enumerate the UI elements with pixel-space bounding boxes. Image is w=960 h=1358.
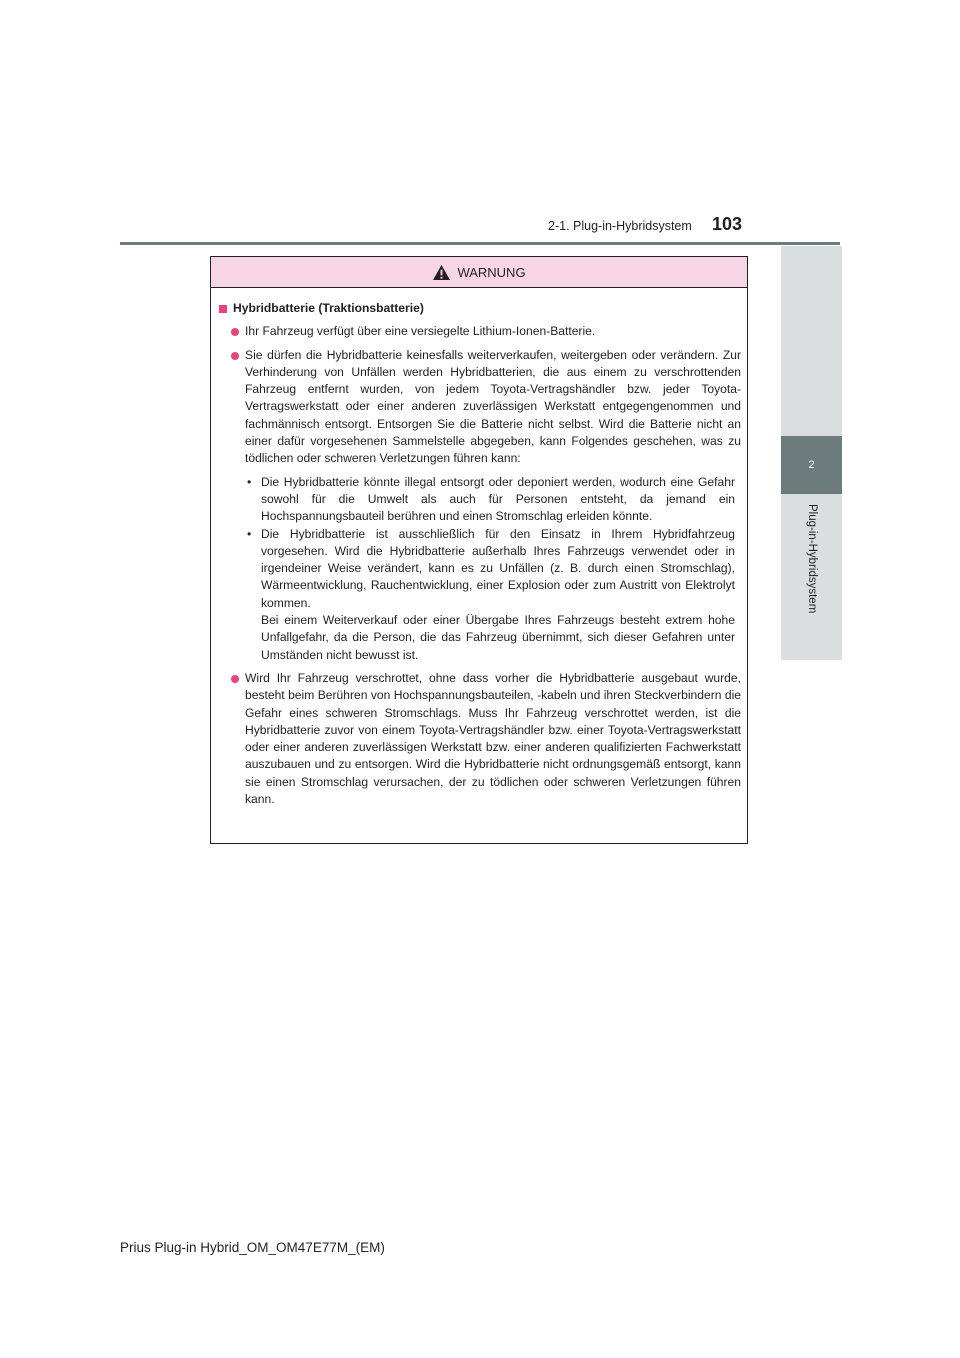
- sub-list-item-text: Die Hybridbatterie ist ausschließlich für den Einsatz in Ihrem Hybridfahrzeug vorgesehen. Wird die Hybridbatterie außerhalb Ihres Fahrzeugs verwendet oder in irgendeiner Weise verändert, kann es zu Unfällen (z. B. durch einen Stromschlag), Wärmeentwicklung, Rauchentwicklung, einer Explosion oder zum Austritt von Elektrolyt kommen.: [261, 526, 735, 610]
- sub-bullet: •: [247, 526, 252, 541]
- warning-section-heading: [217, 300, 741, 317]
- round-bullet-icon: [231, 352, 239, 360]
- chapter-label: Plug-in-Hybridsystem: [806, 504, 818, 614]
- list-item-text: Ihr Fahrzeug verfügt über eine versiegelte Lithium-Ionen-Batterie.: [245, 324, 596, 339]
- chapter-number: 2: [808, 459, 815, 471]
- sub-list: [247, 474, 741, 664]
- side-strip-top: [781, 246, 842, 436]
- list-item: [231, 347, 741, 468]
- warning-title: WARNUNG: [457, 264, 526, 280]
- round-bullet-icon: [231, 675, 239, 683]
- warning-triangle-icon: [432, 264, 451, 281]
- round-bullet-icon: [231, 328, 239, 336]
- list-item-text: Wird Ihr Fahrzeug verschrottet, ohne dass vorher die Hybridbatterie ausgebaut wurde, besteht beim Berühren von Hochspannungsbauteilen, -kabeln und ihren Steckverbindern die Gefahr eines schweren Stromschlags. Muss Ihr Fahrzeug verschrottet werden, ist die Hybridbatterie zuvor von einem Toyota-Vertragshändler bzw. einer Toyota-Vertragswerkstatt oder einer anderen zuverlässigen Werkstatt bzw. einer anderen qualifizierten Fachwerkstatt auszubauen und zu entsorgen. Wird die Hybridbatterie nicht ordnungsgemäß entsorgt, kann sie einen Stromschlag verursachen, der zu tödlichen oder schweren Verletzungen führen kann.: [245, 670, 741, 807]
- warning-section-title: Hybridbatterie (Traktionsbatterie): [233, 301, 424, 315]
- section-title: 2-1. Plug-in-Hybridsystem: [548, 219, 692, 233]
- sub-list-continuation: Bei einem Weiterverkauf oder einer Übergabe Ihres Fahrzeugs besteht extrem hohe Unfallgefahr, da die Person, die das Fahrzeug übernimmt, sich dieser Gefahren unter Umständen nicht bewusst ist.: [261, 613, 735, 662]
- footer-manual-id: Prius Plug-in Hybrid_OM_OM47E77M_(EM): [120, 1240, 385, 1255]
- list-item-text: Sie dürfen die Hybridbatterie keinesfalls weiterverkaufen, weitergeben oder verändern. Zur Verhinderung von Unfällen werden Hybridbatterien, die aus einem zu verschrottenden Fahrzeug entfernt wurden, von jedem Toyota-Vertragshändler bzw. jeder Toyota-Vertragswerkstatt oder einer anderen zuverlässigen Werkstatt entgegengenommen und fachmännisch entsorgt. Entsorgen Sie die Batterie nicht selbst. Wird die Batterie nicht an einer dafür vorgesehenen Sammelstelle abgegeben, kann Folgendes geschehen, was zu tödlichen oder schweren Verletzungen führen kann:: [245, 347, 741, 466]
- warning-body: [211, 288, 747, 808]
- sub-list-item-text: Die Hybridbatterie könnte illegal entsorgt oder deponiert werden, wodurch eine Gefahr sowohl für die Umwelt als auch für Personen entsteht, da jemand ein Hochspannungsbauteil berühren und einen Stromschlag erleiden könnte.: [261, 474, 735, 524]
- page-number: 103: [712, 214, 743, 234]
- header-rule: [120, 242, 840, 245]
- chapter-tab: [781, 436, 842, 494]
- warning-box: [210, 256, 748, 844]
- square-bullet-icon: [219, 305, 227, 313]
- list-item: [231, 670, 741, 808]
- sub-bullet: •: [247, 474, 252, 489]
- warning-header: [211, 257, 747, 288]
- sub-list-item: [247, 474, 741, 526]
- sub-list-item: [247, 526, 741, 612]
- list-item: [231, 323, 741, 340]
